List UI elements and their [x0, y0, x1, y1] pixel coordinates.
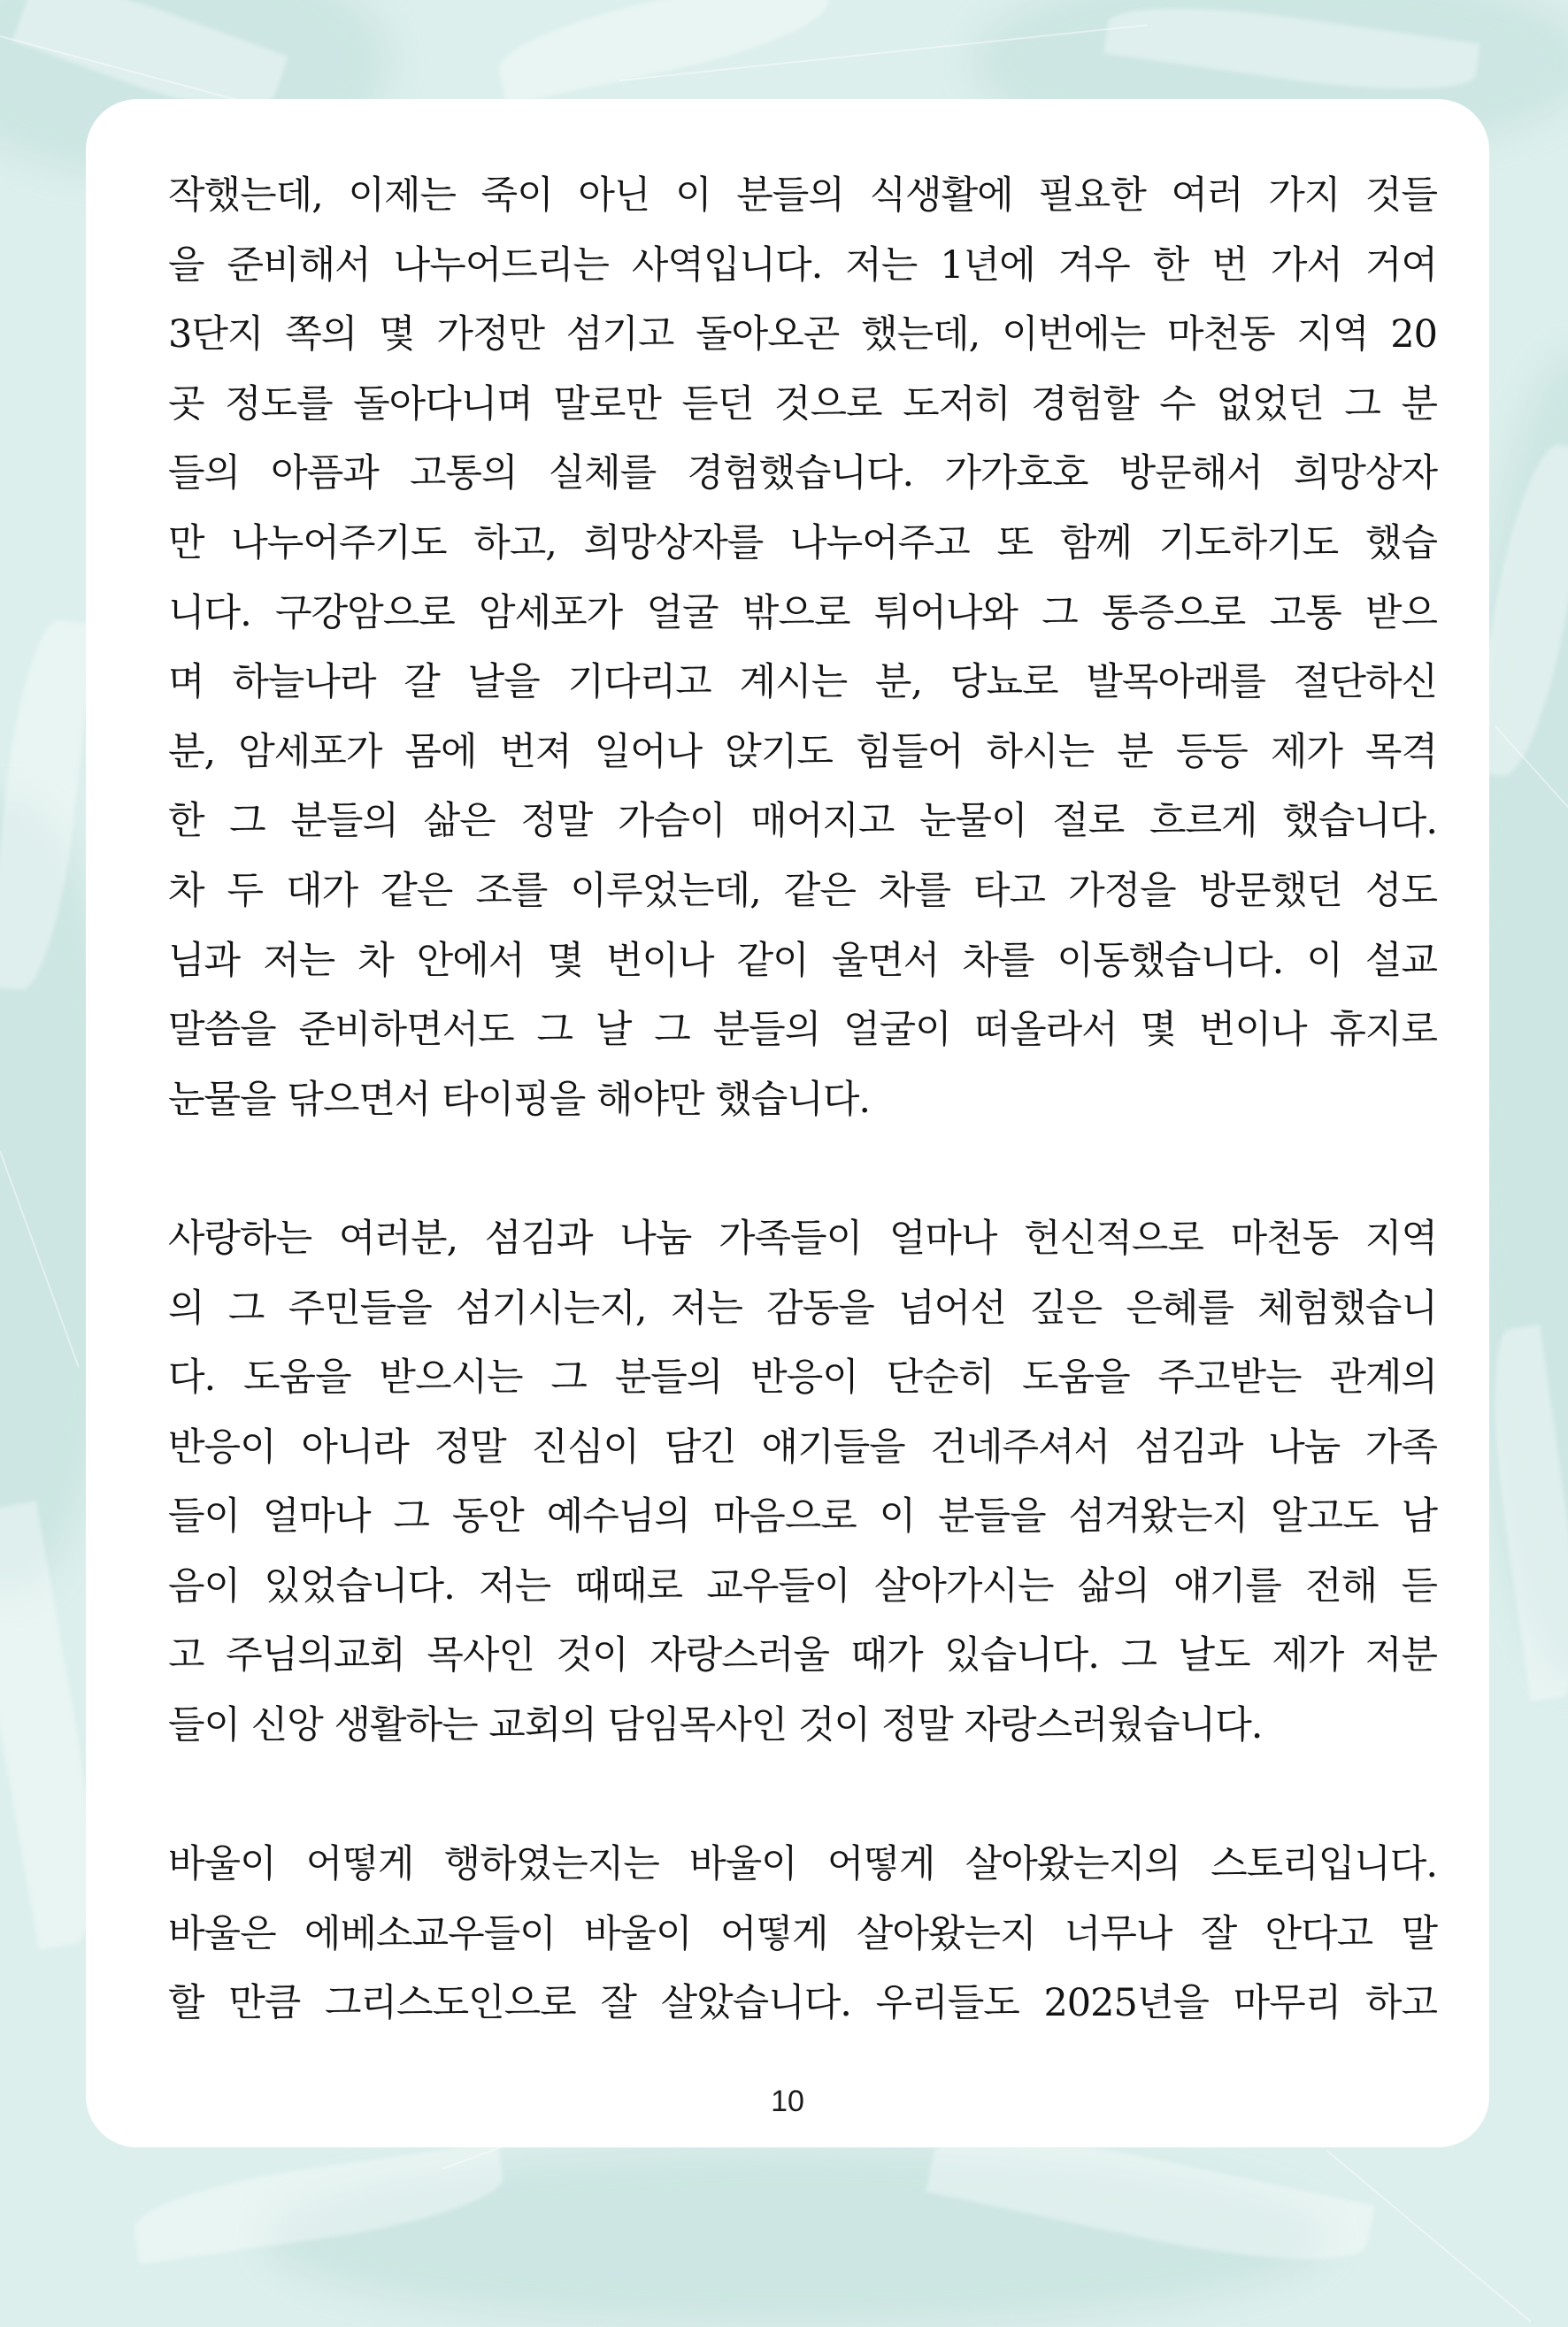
- text-line: 님과 저는 차 안에서 몇 번이나 같이 울면서 차를 이동했습니다. 이 설교: [168, 938, 1437, 983]
- paragraph-3: [168, 1830, 1437, 2039]
- text-line: 곳 정도를 돌아다니며 말로만 듣던 것으로 도저히 경험할 수 없었던 그 분: [168, 381, 1437, 426]
- text-line: 바울이 어떻게 행하였는지는 바울이 어떻게 살아왔는지의 스토리입니다.: [168, 1842, 1437, 1887]
- page-number: 10: [771, 2085, 804, 2118]
- leaf-shape: [492, 0, 835, 105]
- text-line: 들이 신앙 생활하는 교회의 담임목사인 것이 정말 자랑스러웠습니다.: [168, 1703, 1263, 1748]
- text-line: 다. 도움을 받으시는 그 분들의 반응이 단순히 도움을 주고받는 관계의: [168, 1355, 1437, 1401]
- text-line: 말씀을 준비하면서도 그 날 그 분들의 얼굴이 떠올라서 몇 번이나 휴지로: [168, 1008, 1437, 1053]
- paragraph-spacer: [168, 1134, 1437, 1204]
- text-line: 사랑하는 여러분, 섬김과 나눔 가족들이 얼마나 헌신적으로 마천동 지역: [168, 1216, 1437, 1261]
- paragraph-2: [168, 1204, 1437, 1761]
- text-line: 눈물을 닦으면서 타이핑을 해야만 했습니다.: [168, 1077, 871, 1122]
- text-line: 을 준비해서 나누어드리는 사역입니다. 저는 1년에 겨우 한 번 가서 거여: [168, 242, 1437, 288]
- text-line: 고 주님의교회 목사인 것이 자랑스러울 때가 있습니다. 그 날도 제가 저분: [168, 1633, 1437, 1678]
- text-line: 3단지 쪽의 몇 가정만 섬기고 돌아오곤 했는데, 이번에는 마천동 지역 20: [168, 312, 1437, 357]
- text-line: 바울은 에베소교우들이 바울이 어떻게 살아왔는지 너무나 잘 안다고 말: [168, 1911, 1437, 1956]
- text-line: 들의 아픔과 고통의 실체를 경험했습니다. 가가호호 방문해서 희망상자: [168, 451, 1437, 496]
- text-line: 만 나누어주기도 하고, 희망상자를 나누어주고 또 함께 기도하기도 했습: [168, 520, 1437, 565]
- text-line: 음이 있었습니다. 저는 때때로 교우들이 살아가시는 삶의 얘기를 전해 듣: [168, 1563, 1437, 1609]
- text-line: 할 만큼 그리스도인으로 잘 살았습니다. 우리들도 2025년을 마무리 하고: [168, 1981, 1437, 2026]
- text-line: 며 하늘나라 갈 날을 기다리고 계시는 분, 당뇨로 발목아래를 절단하신: [168, 660, 1437, 705]
- text-line: 반응이 아니라 정말 진심이 담긴 얘기들을 건네주셔서 섬김과 나눔 가족: [168, 1425, 1437, 1470]
- paragraph-spacer: [168, 1761, 1437, 1831]
- page-card: [86, 99, 1489, 2147]
- text-line: 들이 얼마나 그 동안 예수님의 마음으로 이 분들을 섬겨왔는지 알고도 남: [168, 1494, 1437, 1540]
- body-text: [168, 161, 1437, 2039]
- text-line: 한 그 분들의 삶은 정말 가슴이 매어지고 눈물이 절로 흐르게 했습니다.: [168, 799, 1437, 844]
- text-line: 차 두 대가 같은 조를 이루었는데, 같은 차를 타고 가정을 방문했던 성도: [168, 868, 1437, 913]
- text-line: 니다. 구강암으로 암세포가 얼굴 밖으로 튀어나와 그 통증으로 고통 받으: [168, 590, 1437, 635]
- text-line: 의 그 주민들을 섬기시는지, 저는 감동을 넘어선 깊은 은혜를 체험했습니: [168, 1286, 1437, 1331]
- paragraph-1: [168, 161, 1437, 1134]
- text-line: 작했는데, 이제는 죽이 아닌 이 분들의 식생활에 필요한 여러 가지 것들: [168, 173, 1437, 218]
- text-line: 분, 암세포가 몸에 번져 일어나 앉기도 힘들어 하시는 분 등등 제가 목격: [168, 729, 1437, 774]
